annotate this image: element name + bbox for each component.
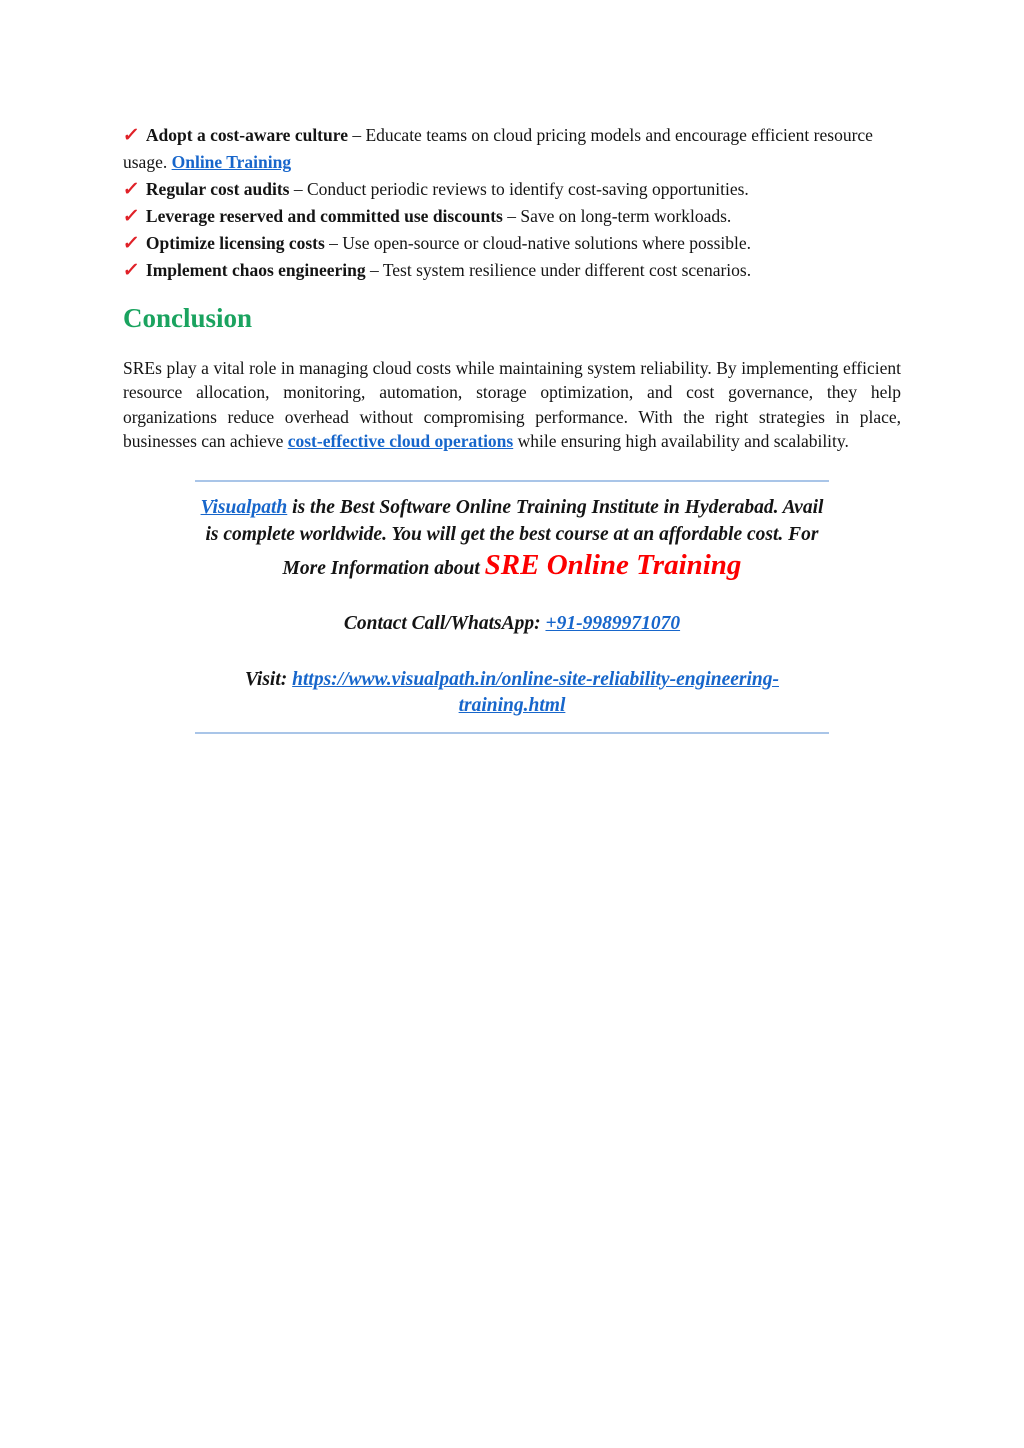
whatsapp-phone-link[interactable]: +91-9989971070 bbox=[545, 612, 681, 634]
list-item-text: – Test system resilience under different cost scenarios. bbox=[365, 260, 752, 280]
visualpath-link[interactable]: Visualpath bbox=[200, 497, 288, 519]
promo-lead-rest: is the Best Software Online Training Institute in Hyderabad. Avail is complete worldwide. You will get the best course at an affordable cost. For More Information about bbox=[205, 497, 824, 580]
cost-strategy-checklist bbox=[123, 122, 901, 284]
list-item-text: – Educate teams on cloud pricing models and encourage efficient resource usage. bbox=[123, 125, 873, 172]
list-item bbox=[123, 203, 901, 230]
list-item bbox=[123, 230, 901, 257]
paragraph-text: while ensuring high availability and scalability. bbox=[513, 430, 849, 451]
promo-lead-text bbox=[195, 495, 829, 583]
promo-section bbox=[195, 480, 829, 734]
list-item-text: – Save on long-term workloads. bbox=[502, 206, 732, 226]
contact-line bbox=[195, 611, 829, 637]
sre-online-training-highlight: SRE Online Training bbox=[484, 549, 742, 582]
conclusion-heading: Conclusion bbox=[123, 303, 253, 333]
online-training-link[interactable]: Online Training bbox=[171, 152, 292, 172]
check-icon: ✓ bbox=[121, 260, 141, 281]
check-icon: ✓ bbox=[121, 125, 141, 146]
check-icon: ✓ bbox=[121, 206, 141, 227]
visit-line bbox=[195, 667, 829, 719]
list-item bbox=[123, 176, 901, 203]
list-item-bold-label: Leverage reserved and committed use discounts bbox=[145, 206, 503, 226]
contact-label: Contact Call/WhatsApp: bbox=[343, 612, 546, 634]
conclusion-paragraph bbox=[123, 356, 901, 453]
list-item bbox=[123, 257, 901, 284]
visit-label: Visit: bbox=[245, 668, 293, 690]
visit-url-link[interactable]: https://www.visualpath.in/online-site-reliability-engineering-training.html bbox=[292, 668, 779, 716]
list-item-bold-label: Implement chaos engineering bbox=[145, 260, 366, 280]
list-item bbox=[123, 122, 901, 176]
list-item-text: – Use open-source or cloud-native solutions where possible. bbox=[324, 233, 752, 253]
list-item-text: – Conduct periodic reviews to identify cost-saving opportunities. bbox=[289, 179, 749, 199]
list-item-bold-label: Regular cost audits bbox=[145, 179, 290, 199]
paragraph-text: SREs play a vital role in managing cloud costs while maintaining system reliability. By implementing efficient resource allocation, monitoring, automation, storage optimization, and cost governance, they help organizations reduce overhead without compromising performance. With the right strategies in place, businesses can achieve bbox=[123, 358, 901, 451]
cost-effective-cloud-operations-link[interactable]: cost-effective cloud operations bbox=[287, 430, 514, 451]
check-icon: ✓ bbox=[121, 179, 141, 200]
check-icon: ✓ bbox=[121, 233, 141, 254]
list-item-bold-label: Adopt a cost-aware culture bbox=[145, 125, 348, 145]
list-item-bold-label: Optimize licensing costs bbox=[145, 233, 325, 253]
